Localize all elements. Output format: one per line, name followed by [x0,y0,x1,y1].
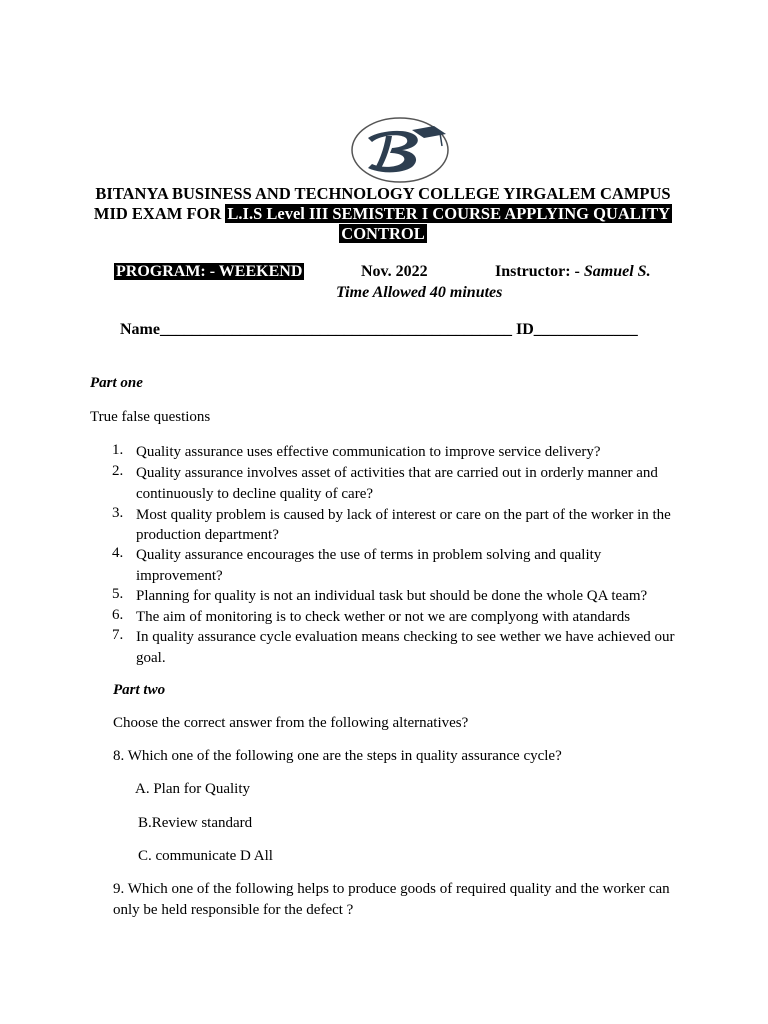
instructor-label: Instructor: - [495,263,584,280]
instructor-name: Samuel S. [583,263,651,280]
question-8-option-c: C. communicate D All [138,848,273,864]
question-text: The aim of monitoring is to check wether or not we are complyong with atandards [136,609,631,625]
question-number: 2. [112,463,124,479]
question-9-continued: only be held responsible for the defect ? [113,902,354,918]
question-8: 8. Which one of the following one are the steps in quality assurance cycle? [113,748,562,764]
question-number: 7. [112,627,124,643]
exam-title-prefix: MID EXAM FOR [93,204,226,223]
question-number: 3. [112,505,124,521]
question-text-continued: improvement? [136,568,223,584]
college-logo [350,116,450,184]
exam-date: Nov. 2022 [361,263,428,280]
part-two-instruction: Choose the correct answer from the following alternatives? [113,715,469,731]
question-text: Most quality problem is caused by lack of interest or care on the part of the worker in the [136,507,671,523]
question-8-option-a: A. Plan for Quality [135,781,250,797]
question-number: 6. [112,607,124,623]
part-one-instruction: True false questions [90,409,211,425]
question-number: 1. [112,442,124,458]
time-allowed: Time Allowed 40 minutes [336,284,503,301]
question-text: Quality assurance encourages the use of terms in problem solving and quality [136,547,602,563]
program-highlight: PROGRAM: - WEEKEND [116,263,303,280]
question-text: Quality assurance involves asset of activities that are carried out in orderly manner and [136,465,658,481]
college-title: BITANYA BUSINESS AND TECHNOLOGY COLLEGE YIRGALEM CAMPUS [95,184,671,203]
question-text: Quality assurance uses effective communication to improve service delivery? [136,444,601,460]
question-8-option-b: B.Review standard [138,815,253,831]
course-title-highlight-2: CONTROL [341,224,425,243]
course-title-highlight: L.I.S Level III SEMISTER I COURSE APPLYING QUALITY [227,204,671,223]
part-one-heading: Part one [90,375,143,391]
instructor [495,263,651,281]
question-text: Planning for quality is not an individual task but should be done the whole QA team? [136,588,648,604]
exam-title [60,204,706,224]
question-number: 4. [112,545,124,561]
name-id-line: Name____________________________________________ ID_____________ [120,321,638,338]
part-two-heading: Part two [113,682,166,698]
program-label [114,263,304,281]
question-text-continued: production department? [136,527,279,543]
question-text: In quality assurance cycle evaluation means checking to see wether we have achieved our [136,629,675,645]
question-number: 5. [112,586,124,602]
question-text-continued: goal. [136,650,166,666]
question-text-continued: continuously to decline quality of care? [136,486,374,502]
question-9: 9. Which one of the following helps to produce goods of required quality and the worker can [113,881,670,897]
course-title-continued [60,224,706,244]
